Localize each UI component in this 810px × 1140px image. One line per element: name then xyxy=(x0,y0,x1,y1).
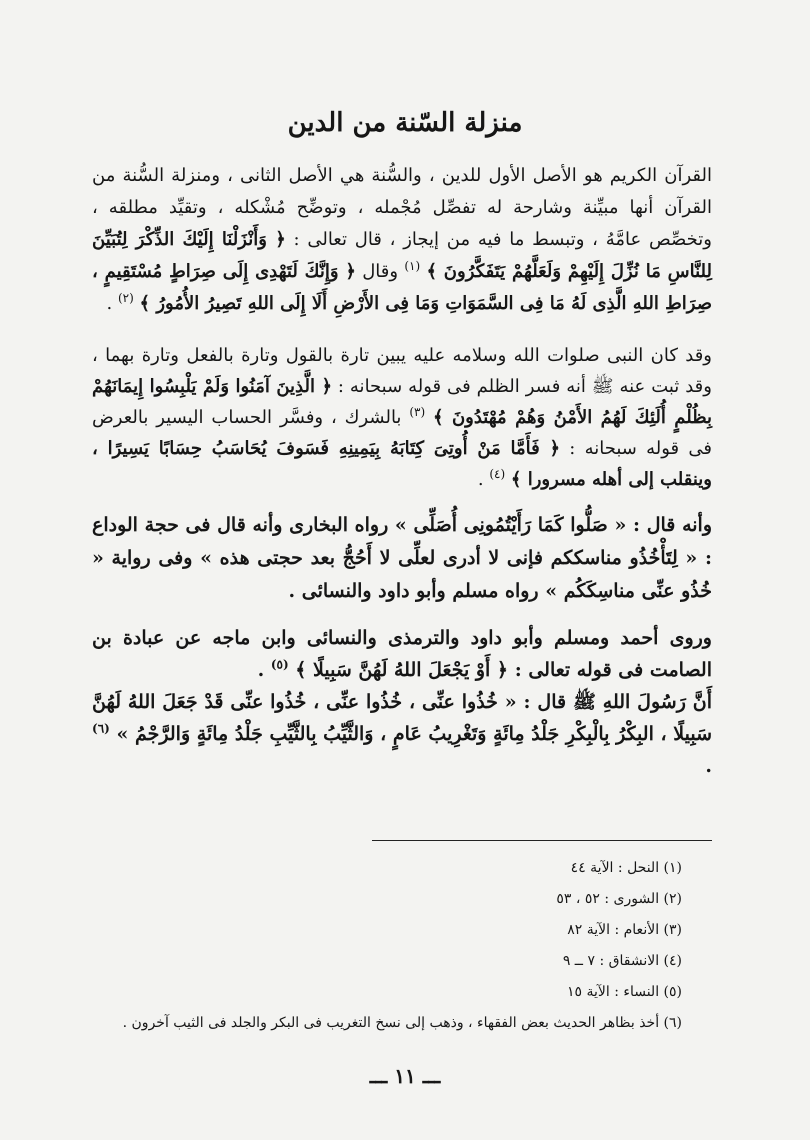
main-text xyxy=(92,160,712,782)
footnote-ref-5: (٥) xyxy=(270,657,289,672)
quran-quote-2: ﴿ وَإِنَّكَ لَتَهْدِى إِلَى صِرَاطٍ مُسْتَقِيمٍ ، صِرَاطِ اللهِ الَّذِى لَهُ مَا فِى السَّمَوَاتِ وَمَا فِى الأَرْضِ أَلَا إِلَى اللهِ تَصِيرُ الأُمُورُ ﴾ xyxy=(92,261,712,314)
p4-text-a: وروى أحمد ومسلم وأبو داود والترمذى والنسائى وابن ماجه عن عبادة بن الصامت فى قوله تعالى : xyxy=(92,627,712,681)
paragraph-3: وأنه قال : « صَلُّوا كَمَا رَأَيْتُمُونِى أُصَلِّى » رواه البخارى وأنه قال فى حجة الوداع : « لِتَأْخُذُو مناسككم فإنى لا أدرى لعلِّى لا أَحُجُّ بعد حجتى هذه » وفى رواية « خُذُو عنِّى مناسِكَكُم » رواه مسلم وأبو داود والنسائى . xyxy=(92,514,712,602)
p1-text-b: وقال xyxy=(362,261,399,282)
p2-text-b: بالشرك ، وفسَّر الحساب اليسير بالعرض فى قوله سبحانه : xyxy=(92,407,712,459)
p2-text-c: . xyxy=(477,469,484,490)
footnote-ref-2: (٢) xyxy=(117,291,134,305)
quran-quote-5: ﴿ أَوْ يَجْعَلَ اللهُ لَهُنَّ سَبِيلًا ﴾ xyxy=(295,659,509,681)
p5-text-a: أَنَّ رَسُولَ اللهِ ﷺ قال : « خُذُوا عنِّى ، خُذُوا عنِّى ، خُذُوا عنِّى قَدْ جَعَلَ اللهُ لَهُنَّ سَبِيلًا ، البِكْرُ بِالْبِكْرِ جَلْدُ مِائَةٍ وَتَغْرِيبُ عَامٍ ، وَالثَّيِّبُ بِالثَّيِّبِ جَلْدُ مِائَةٍ وَالرَّجْمُ » xyxy=(92,691,712,745)
page-number: ـــ ١١ ـــ xyxy=(369,1064,441,1088)
footnote-divider xyxy=(372,840,712,841)
paragraph-5 xyxy=(92,686,712,782)
p1-text-a: القرآن الكريم هو الأصل الأول للدين ، والسُّنة هي الأصل الثانى ، ومنزلة السُّنة من القرآن أنها مبيِّنة وشارحة له تفصِّل مُجْمله ، وتوضِّح مُشْكله ، وتقيِّد مطلقه ، وتخصِّص عامَّهُ ، وتبسط ما فيه من إيجاز ، قال تعالى : xyxy=(92,165,713,250)
quran-quote-3: ﴿ الَّذِينَ آمَنُوا وَلَمْ يَلْبِسُوا إِيمَانَهُمْ بِظُلْمٍ أُلَئِكَ لَهُمُ الأَمْنُ وَهُمْ مُهْتَدُونَ ﴾ xyxy=(92,376,712,428)
paragraph-4 xyxy=(92,622,712,686)
footnote-ref-4: (٤) xyxy=(489,467,506,481)
footnote-2: (٢) الشورى : ٥٢ ، ٥٣ xyxy=(556,891,682,907)
footnotes xyxy=(92,856,682,1042)
footnote-1: (١) النحل : الآية ٤٤ xyxy=(570,860,682,876)
paragraph-2 xyxy=(92,340,712,495)
quran-quote-1: ﴿ وَأَنْزَلْنَا إِلَيْكَ الذِّكْرَ لِتُبَيِّنَ لِلنَّاسِ مَا نُزِّلَ إِلَيْهِمْ وَلَعَلَّهُمْ يَتَفَكَّرُونَ ﴾ xyxy=(92,229,712,282)
footnote-5: (٥) النساء : الآية ١٥ xyxy=(566,984,682,1000)
footnote-ref-1: (١) xyxy=(404,259,421,273)
p4-text-c: . xyxy=(257,659,265,681)
p2-text-a: وقد كان النبى صلوات الله وسلامه عليه يبين تارة بالقول وتارة بالفعل وتارة بهما ، وقد ثبت عنه ﷺ أنه فسر الظلم فى قوله سبحانه : xyxy=(92,345,712,397)
footnote-3: (٣) الأنعام : الآية ٨٢ xyxy=(567,922,682,938)
p1-text-c: . xyxy=(106,293,113,314)
footnote-4: (٤) الانشقاق : ٧ ــ ٩ xyxy=(562,953,682,969)
footnote-6: (٦) أخذ بظاهر الحديث بعض الفقهاء ، وذهب إلى نسخ التغريب فى البكر والجلد فى الثيب آخرون . xyxy=(122,1015,682,1031)
footnote-ref-6: (٦) xyxy=(92,721,110,736)
page-title: منزلة السّنة من الدين xyxy=(287,108,523,138)
footnote-ref-3: (٣) xyxy=(409,405,426,419)
quran-quote-4: ﴿ فَأَمَّا مَنْ أُوتِىَ كِتَابَهُ بِيَمِينِهِ فَسَوفَ يُحَاسَبُ حِسَابًا يَسِيرًا ، وينقلب إلى أهله مسرورا ﴾ xyxy=(92,438,712,490)
p5-text-c: . xyxy=(705,755,712,777)
paragraph-1 xyxy=(92,160,712,320)
